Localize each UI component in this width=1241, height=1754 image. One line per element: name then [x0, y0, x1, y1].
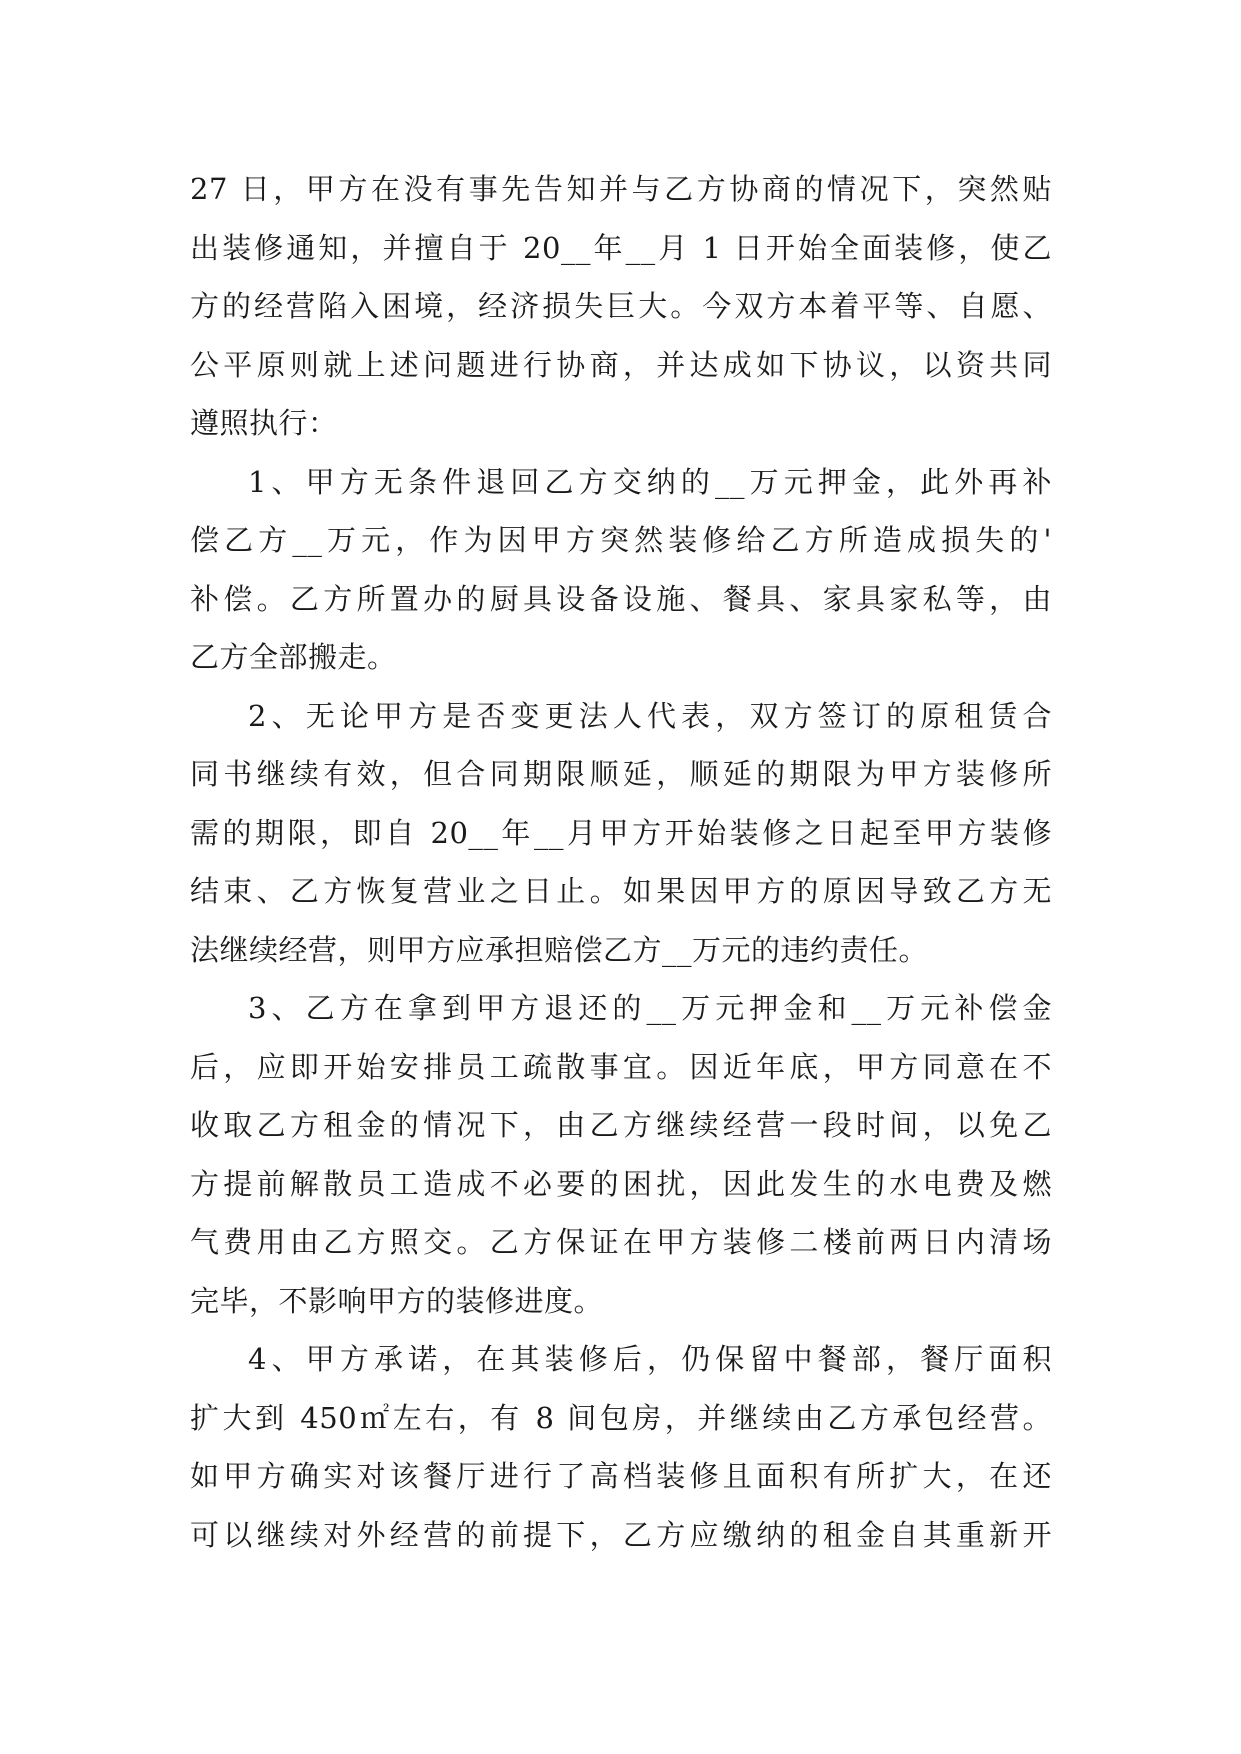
text-line: 偿乙方__万元，作为因甲方突然装修给乙方所造成损失的': [190, 523, 1052, 557]
text-line: 法继续经营，则甲方应承担赔偿乙方__万元的违约责任。: [190, 932, 929, 967]
text-line: 乙方全部搬走。: [190, 640, 397, 674]
text-line: 方的经营陷入困境，经济损失巨大。今双方本着平等、自愿、: [190, 289, 1052, 323]
text-line: 公平原则就上述问题进行协商，并达成如下协议，以资共同: [190, 347, 1052, 382]
document-body: [190, 160, 1052, 1564]
text-line: 后，应即开始安排员工疏散事宜。因近年底，甲方同意在不: [190, 1049, 1052, 1084]
text-line: 补偿。乙方所置办的厨具设备设施、餐具、家具家私等，由: [190, 581, 1052, 616]
text-line: 同书继续有效，但合同期限顺延，顺延的期限为甲方装修所: [190, 757, 1052, 791]
text-line: 3、乙方在拿到甲方退还的__万元押金和__万元补偿金: [248, 991, 1052, 1025]
text-line: 需的期限，即自 20__年__月甲方开始装修之日起至甲方装修: [190, 815, 1052, 850]
text-line: 出装修通知，并擅自于 20__年__月 1 日开始全面装修，使乙: [190, 230, 1052, 265]
text-line: 收取乙方租金的情况下，由乙方继续经营一段时间，以免乙: [190, 1108, 1052, 1142]
text-line: 2、无论甲方是否变更法人代表，双方签订的原租赁合: [248, 698, 1052, 733]
text-line: 扩大到 450㎡左右，有 8 间包房，并继续由乙方承包经营。: [190, 1400, 1052, 1435]
text-line: 完毕，不影响甲方的装修进度。: [190, 1283, 604, 1318]
text-line: 可以继续对外经营的前提下，乙方应缴纳的租金自其重新开: [190, 1517, 1052, 1552]
text-line: 4、甲方承诺，在其装修后，仍保留中餐部，餐厅面积: [248, 1342, 1052, 1376]
text-line: 方提前解散员工造成不必要的困扰，因此发生的水电费及燃: [190, 1166, 1052, 1201]
text-line: 结束、乙方恢复营业之日止。如果因甲方的原因导致乙方无: [190, 874, 1052, 908]
text-line: 如甲方确实对该餐厅进行了高档装修且面积有所扩大，在还: [190, 1459, 1052, 1493]
text-line: 气费用由乙方照交。乙方保证在甲方装修二楼前两日内清场: [190, 1225, 1052, 1259]
text-line: 遵照执行：: [190, 406, 338, 440]
text-line: 1、甲方无条件退回乙方交纳的__万元押金，此外再补: [248, 464, 1052, 499]
text-line: 27 日，甲方在没有事先告知并与乙方协商的情况下，突然贴: [190, 172, 1052, 206]
